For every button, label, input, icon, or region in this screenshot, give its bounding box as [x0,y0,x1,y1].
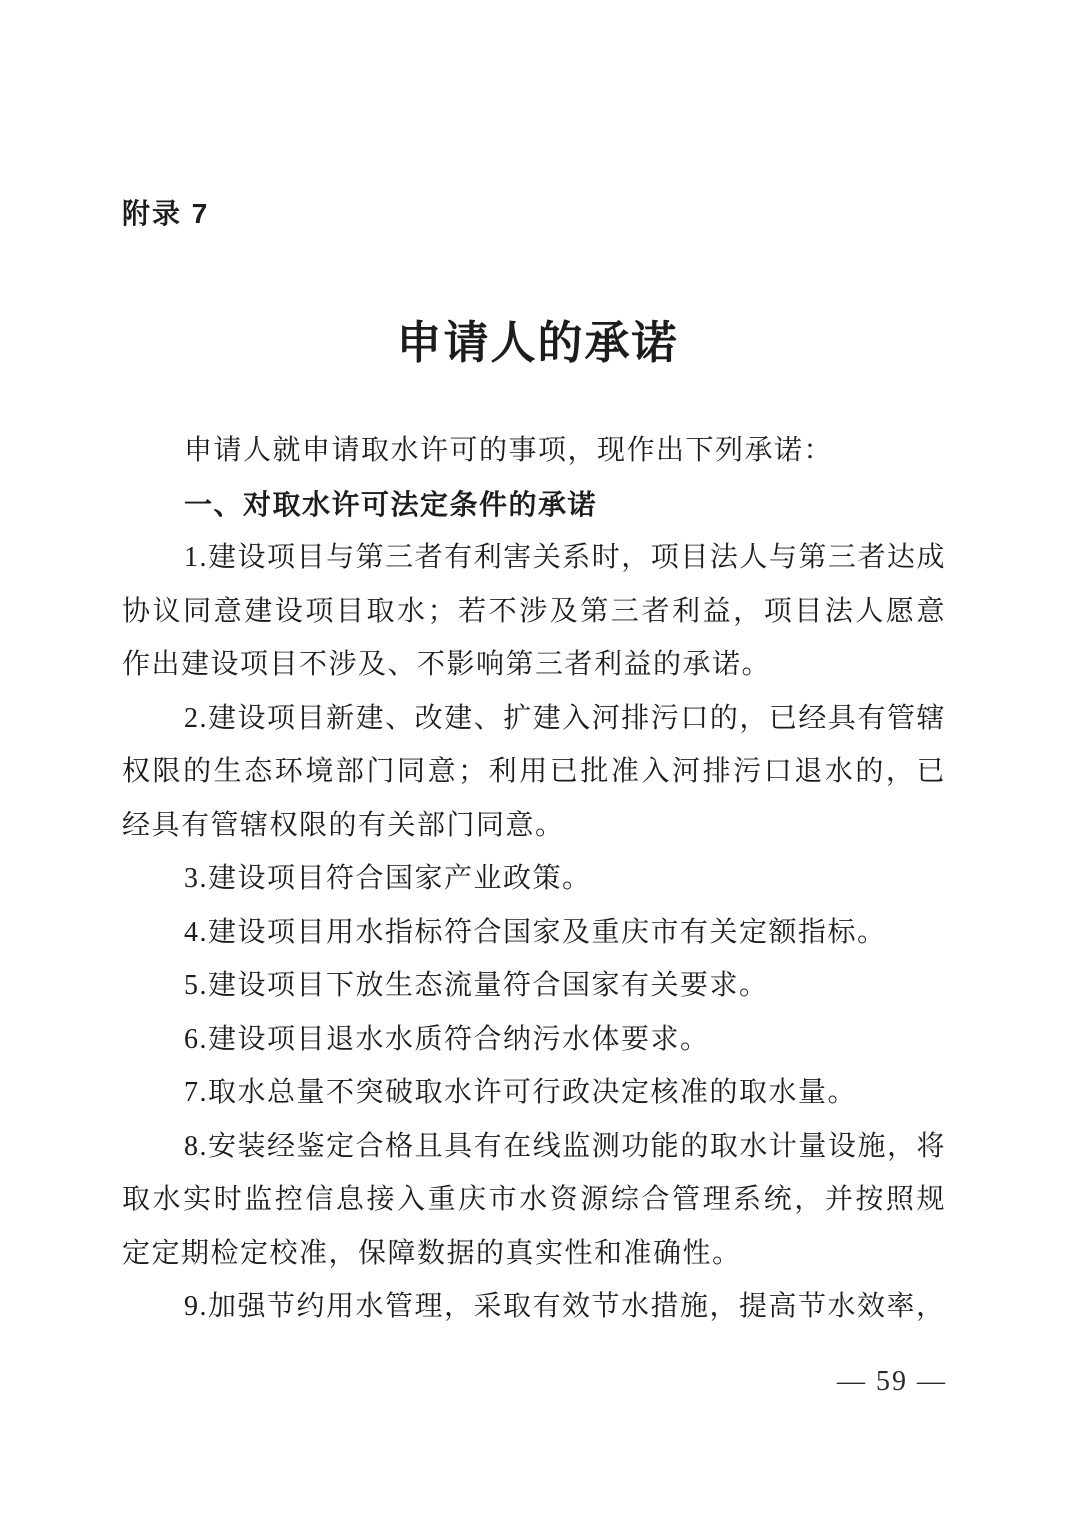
section-heading: 一、对取水许可法定条件的承诺 [184,488,598,520]
intro-paragraph: 申请人就申请取水许可的事项，现作出下列承诺： [184,435,834,466]
appendix-label: 附录 7 [122,198,210,229]
commitment-item-5: 5.建设项目下放生态流量符合国家有关要求。 [184,970,769,1001]
page-number: — 59 — [837,1366,947,1397]
commitment-item-9: 9.加强节约用水管理，采取有效节水措施，提高节水效率， [184,1291,946,1322]
commitment-item-6: 6.建设项目退水水质符合纳污水体要求。 [184,1023,710,1055]
commitment-item-8: 8.安装经鉴定合格且具有在线监测功能的取水计量设施，将取水实时监控信息接入重庆市水资源综合管理系统，并按照规定定期检定校准，保障数据的真实性和准确性。 [122,1130,946,1269]
commitment-item-7: 7.取水总量不突破取水许可行政决定核准的取水量。 [184,1077,858,1108]
document-title: 申请人的承诺 [396,318,679,368]
commitment-item-2: 2.建设项目新建、改建、扩建入河排污口的，已经具有管辖权限的生态环境部门同意；利用已批准入河排污口退水的，已经具有管辖权限的有关部门同意。 [122,702,946,841]
document-body [122,424,946,1334]
commitment-item-4: 4.建设项目用水指标符合国家及重庆市有关定额指标。 [184,916,887,948]
commitment-item-3: 3.建设项目符合国家产业政策。 [184,863,592,894]
commitment-item-1: 1.建设项目与第三者有利害关系时，项目法人与第三者达成协议同意建设项目取水；若不涉及第三者利益，项目法人愿意作出建设项目不涉及、不影响第三者利益的承诺。 [122,542,946,680]
